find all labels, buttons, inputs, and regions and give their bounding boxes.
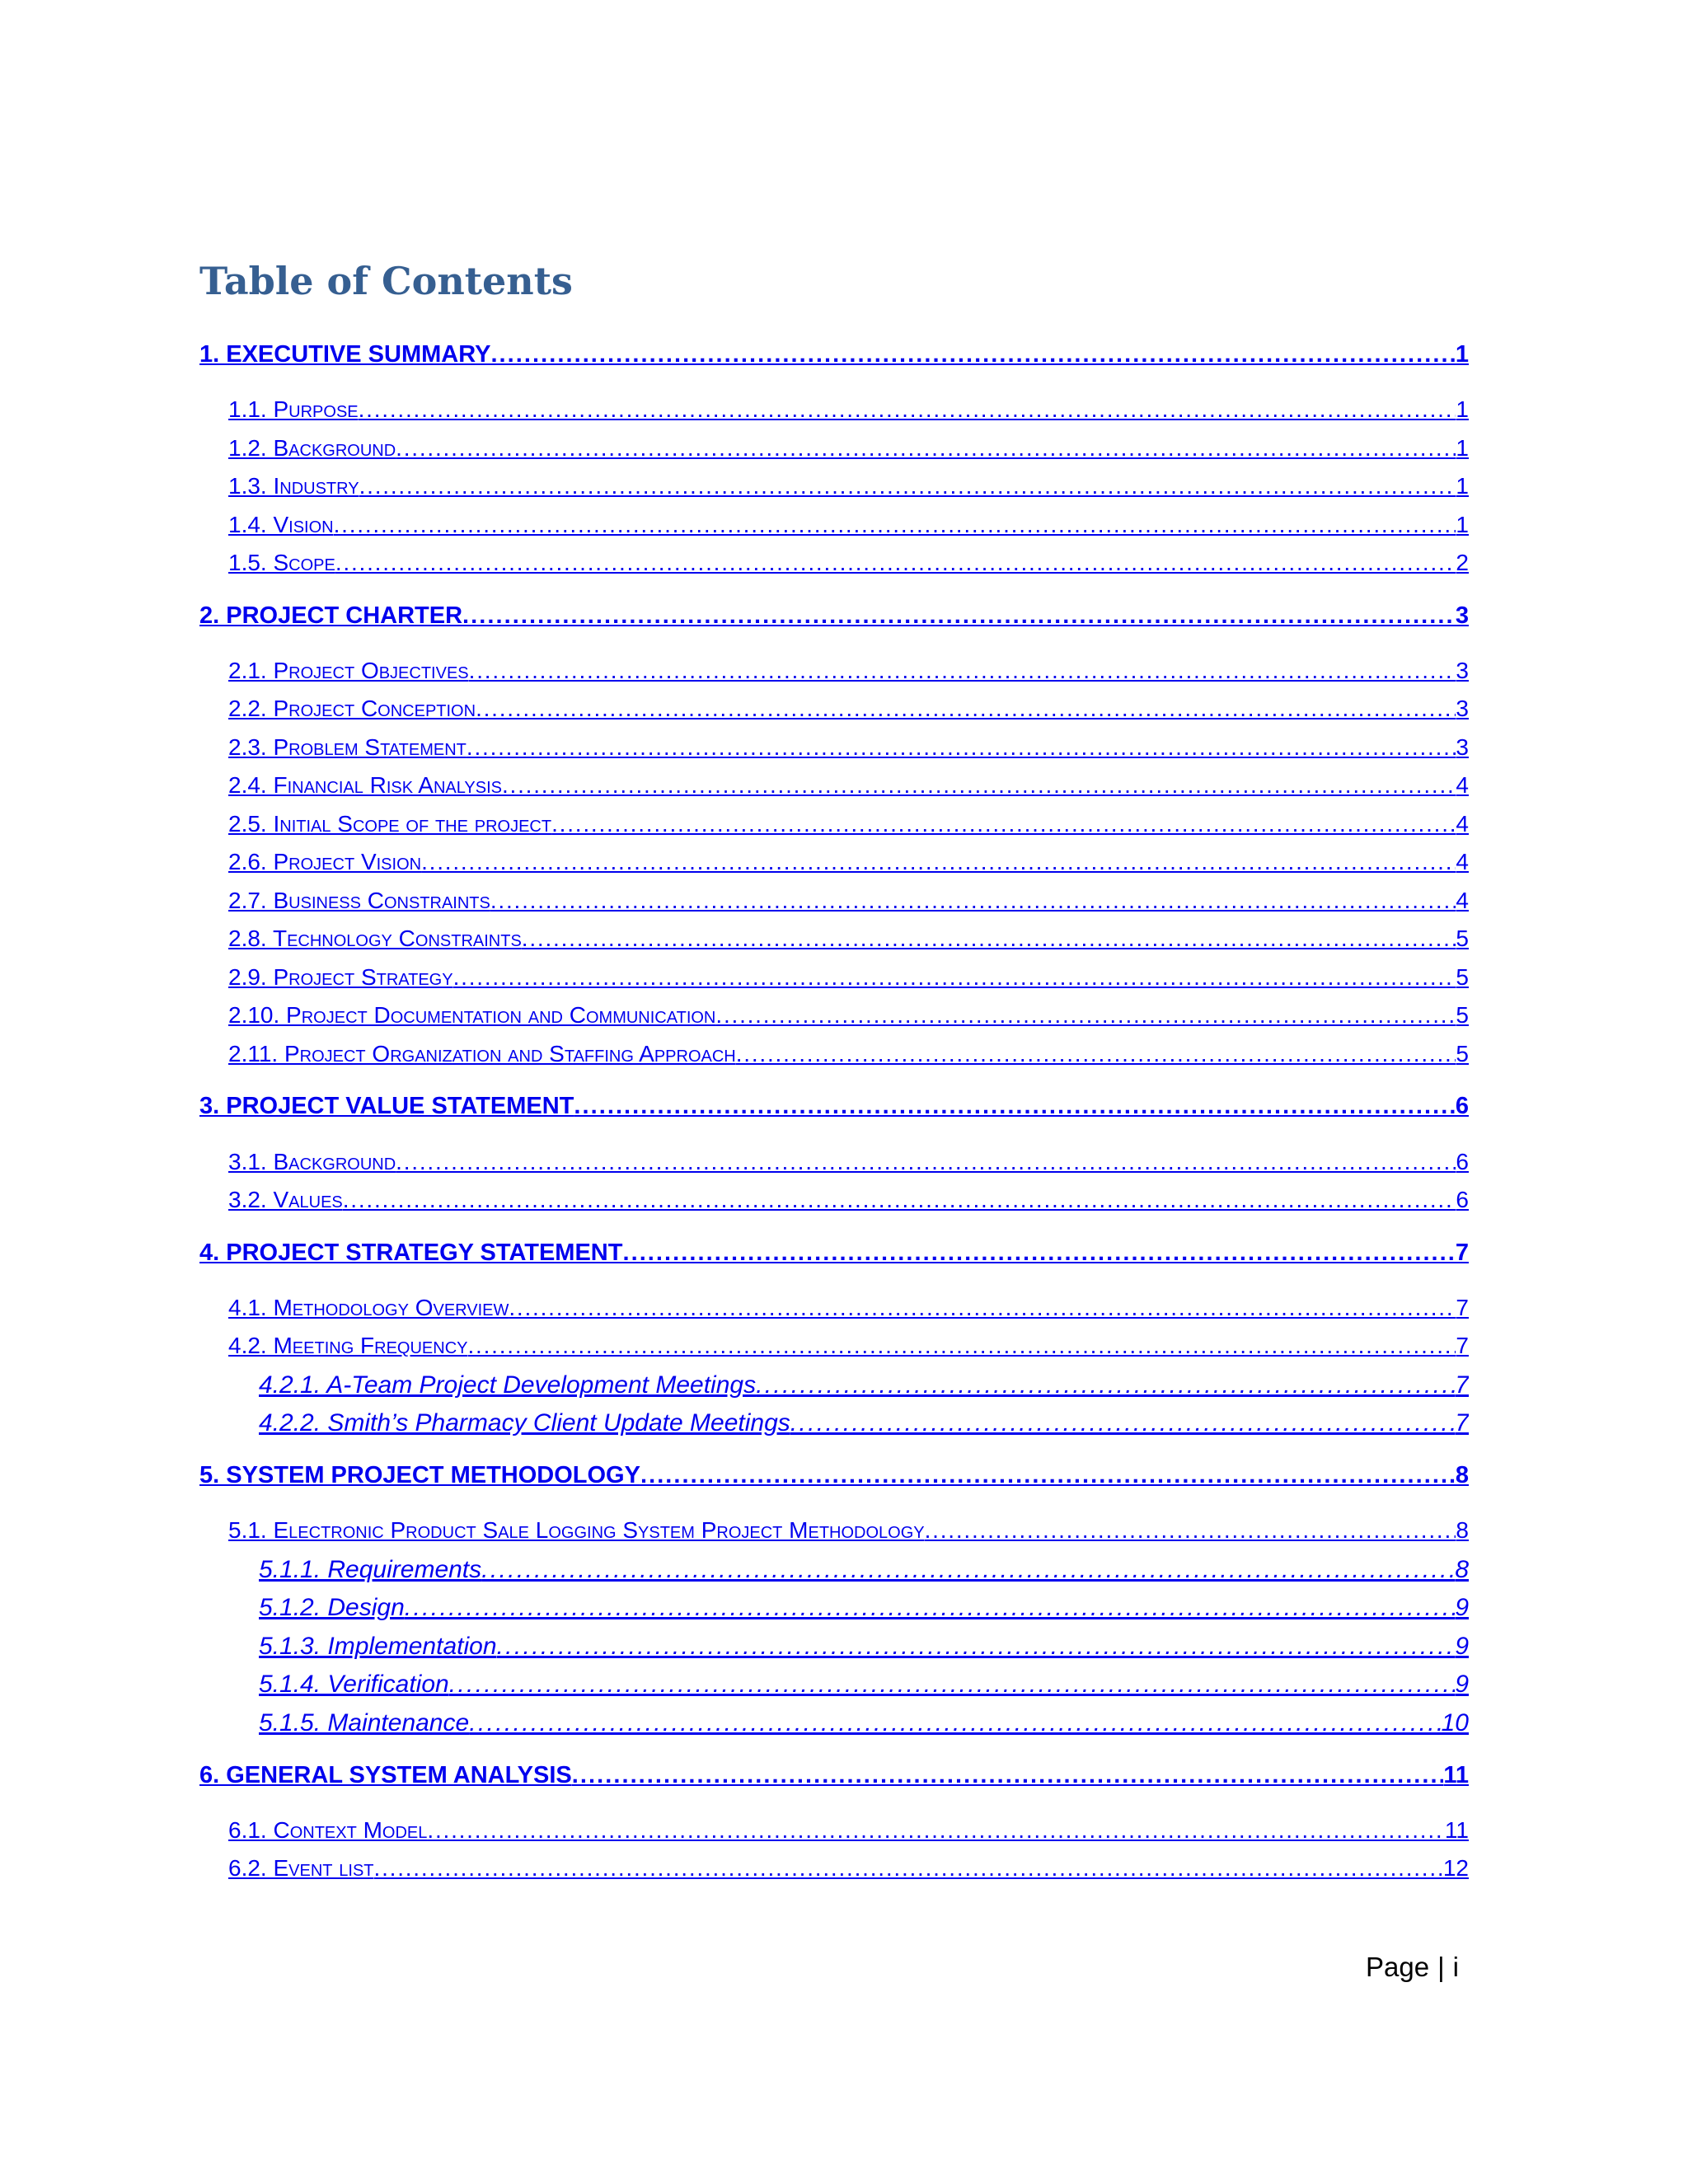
toc-entry-page-number: 3	[1455, 602, 1469, 629]
toc-entry-level-2[interactable]	[228, 511, 1469, 539]
toc-entry-level-2[interactable]	[228, 1186, 1469, 1214]
toc-entry-level-3[interactable]	[259, 1555, 1469, 1585]
toc-dot-leader	[715, 1001, 1456, 1029]
toc-dot-leader	[359, 472, 1456, 500]
toc-entry-page-number: 5	[1456, 1002, 1469, 1028]
toc-entry-level-2[interactable]	[228, 1294, 1469, 1322]
toc-dot-leader	[462, 602, 1456, 630]
toc-entry-level-3[interactable]	[259, 1632, 1469, 1661]
toc-dot-leader	[497, 1632, 1456, 1661]
toc-entry-label: 5.1. Electronic Product Sale Logging System Project Methodology	[228, 1517, 925, 1543]
toc-entry-label: 2.11. Project Organization and Staffing Approach	[228, 1041, 736, 1066]
toc-entry-page-number: 5	[1456, 926, 1469, 951]
toc-entry-label: 5.1.5. Maintenance	[259, 1709, 470, 1736]
toc-entry-page-number: 1	[1456, 512, 1469, 537]
toc-dot-leader	[502, 771, 1456, 799]
toc-entry-label: 1.4. Vision	[228, 512, 334, 537]
toc-entry-page-number: 10	[1441, 1709, 1469, 1736]
toc-entry-level-2[interactable]	[228, 434, 1469, 462]
toc-entry-page-number: 8	[1455, 1556, 1469, 1583]
toc-entry-level-2[interactable]	[228, 1854, 1469, 1882]
toc-entry-label: 4. PROJECT STRATEGY STATEMENT	[199, 1240, 623, 1266]
toc-entry-page-number: 1	[1456, 473, 1469, 499]
toc-entry-label: 2.1. Project Objectives	[228, 658, 469, 683]
toc-entry-page-number: 7	[1455, 1409, 1469, 1436]
toc-entry-page-number: 7	[1455, 1371, 1469, 1399]
toc-entry-label: 1.3. Industry	[228, 473, 359, 499]
toc-entry-label: 4.2.2. Smith’s Pharmacy Client Update Meetings	[259, 1409, 790, 1436]
toc-dot-leader	[572, 1761, 1444, 1790]
toc-entry-page-number: 3	[1456, 658, 1469, 683]
toc-dot-leader	[421, 848, 1456, 876]
toc-entry-level-3[interactable]	[259, 1371, 1469, 1400]
toc-dot-leader	[469, 1708, 1441, 1738]
toc-entry-page-number: 12	[1442, 1855, 1469, 1881]
toc-dot-leader	[469, 657, 1456, 685]
toc-entry-level-2[interactable]	[228, 733, 1469, 762]
toc-dot-leader	[396, 434, 1456, 462]
toc-entry-label: 2.9. Project Strategy	[228, 964, 453, 990]
toc-dot-leader	[343, 1186, 1456, 1214]
toc-entry-page-number: 11	[1444, 1817, 1469, 1843]
toc-dot-leader	[405, 1593, 1456, 1623]
toc-entry-page-number: 1	[1456, 396, 1469, 422]
toc-dot-leader	[396, 1148, 1456, 1176]
toc-entry-page-number: 5	[1456, 964, 1469, 990]
toc-entry-level-2[interactable]	[228, 925, 1469, 953]
toc-dot-leader	[640, 1461, 1456, 1490]
toc-entry-level-1[interactable]	[199, 1761, 1469, 1790]
toc-entry-page-number: 6	[1455, 1093, 1469, 1119]
toc-dot-leader	[790, 1408, 1456, 1438]
toc-entry-page-number: 2	[1456, 550, 1469, 575]
toc-entry-level-1[interactable]	[199, 602, 1469, 630]
toc-entry-label: 2.8. Technology Constraints	[228, 926, 522, 951]
toc-entry-label: 2. PROJECT CHARTER	[199, 602, 463, 629]
toc-dot-leader	[374, 1854, 1443, 1882]
toc-dot-leader	[756, 1371, 1455, 1400]
page-footer	[1366, 1952, 1459, 1983]
toc-entry-level-2[interactable]	[228, 549, 1469, 577]
toc-entry-label: 6. GENERAL SYSTEM ANALYSIS	[199, 1762, 572, 1788]
toc-dot-leader	[453, 963, 1456, 991]
toc-dot-leader	[334, 511, 1456, 539]
toc-title: Table of Contents	[199, 259, 573, 303]
toc-entry-level-3[interactable]	[259, 1593, 1469, 1623]
toc-entry-level-1[interactable]	[199, 1239, 1469, 1268]
toc-dot-leader	[490, 340, 1455, 369]
toc-entry-page-number: 9	[1455, 1594, 1469, 1621]
toc-dot-leader	[622, 1239, 1455, 1268]
toc-dot-leader	[467, 733, 1456, 762]
toc-entry-label: 5. SYSTEM PROJECT METHODOLOGY	[199, 1462, 640, 1488]
toc-entry-label: 2.4. Financial Risk Analysis	[228, 772, 502, 798]
toc-entry-level-2[interactable]	[228, 810, 1469, 838]
toc-entry-page-number: 1	[1456, 435, 1469, 461]
footer-page-word: Page	[1366, 1952, 1430, 1982]
toc-dot-leader	[468, 1332, 1456, 1360]
toc-entry-label: 5.1.4. Verification	[259, 1671, 449, 1698]
toc-entry-label: 1.1. Purpose	[228, 396, 359, 422]
toc-dot-leader	[574, 1092, 1455, 1121]
toc-entry-page-number: 9	[1455, 1633, 1469, 1660]
toc-dot-leader	[359, 396, 1456, 424]
toc-dot-leader	[925, 1516, 1456, 1544]
toc-entry-level-1[interactable]	[199, 1092, 1469, 1121]
toc-entry-page-number: 4	[1456, 811, 1469, 837]
toc-entry-page-number: 5	[1456, 1041, 1469, 1066]
toc-entry-label: 2.2. Project Conception	[228, 696, 476, 721]
toc-entry-page-number: 9	[1455, 1671, 1469, 1698]
toc-entry-level-2[interactable]	[228, 1148, 1469, 1176]
toc-entry-label: 4.1. Methodology Overview	[228, 1295, 509, 1320]
toc-entry-label: 5.1.2. Design	[259, 1594, 405, 1621]
toc-entry-label: 6.1. Context Model	[228, 1817, 428, 1843]
toc-dot-leader	[522, 925, 1456, 953]
toc-entry-level-2[interactable]	[228, 472, 1469, 500]
toc-entry-level-2[interactable]	[228, 657, 1469, 685]
footer-page-number: i	[1452, 1952, 1459, 1982]
toc-entry-page-number: 6	[1456, 1187, 1469, 1212]
toc-dot-leader	[551, 810, 1456, 838]
toc-entry-page-number: 3	[1456, 734, 1469, 760]
toc-dot-leader	[736, 1040, 1456, 1068]
toc-entry-page-number: 7	[1456, 1333, 1469, 1358]
toc-entry-page-number: 4	[1456, 849, 1469, 874]
toc-entry-level-2[interactable]	[228, 1001, 1469, 1029]
toc-entry-level-3[interactable]	[259, 1670, 1469, 1699]
toc-dot-leader	[449, 1670, 1456, 1699]
toc-dot-leader	[509, 1294, 1456, 1322]
toc-entry-label: 4.2. Meeting Frequency	[228, 1333, 468, 1358]
toc-entry-label: 4.2.1. A-Team Project Development Meetings	[259, 1371, 757, 1399]
toc-entry-label: 1. EXECUTIVE SUMMARY	[199, 341, 491, 368]
toc-dot-leader	[427, 1816, 1445, 1844]
toc-entry-page-number: 11	[1443, 1762, 1469, 1788]
toc-entry-level-1[interactable]	[199, 1461, 1469, 1490]
toc-entry-page-number: 1	[1455, 341, 1469, 368]
toc-entry-label: 3. PROJECT VALUE STATEMENT	[199, 1093, 574, 1119]
footer-separator: |	[1437, 1952, 1445, 1982]
toc-entry-label: 2.3. Problem Statement	[228, 734, 467, 760]
toc-entry-page-number: 4	[1456, 772, 1469, 798]
toc-entry-level-3[interactable]	[259, 1708, 1469, 1738]
toc-entry-label: 2.10. Project Documentation and Communication	[228, 1002, 716, 1028]
toc-entry-level-1[interactable]	[199, 340, 1469, 369]
toc-dot-leader	[476, 695, 1456, 723]
toc-entry-level-2[interactable]	[228, 1040, 1469, 1068]
toc-dot-leader	[335, 549, 1456, 577]
toc-entry-page-number: 8	[1455, 1462, 1469, 1488]
toc-entry-label: 2.5. Initial Scope of the project	[228, 811, 552, 837]
toc-entry-label: 3.1. Background	[228, 1149, 396, 1174]
toc-entry-level-2[interactable]	[228, 695, 1469, 723]
toc-entry-level-2[interactable]	[228, 963, 1469, 991]
toc-entry-page-number: 7	[1456, 1295, 1469, 1320]
toc-entry-label: 6.2. Event list	[228, 1855, 374, 1881]
toc-entry-label: 5.1.1. Requirements	[259, 1556, 482, 1583]
toc-entry-level-2[interactable]	[228, 848, 1469, 876]
toc-entry-page-number: 6	[1456, 1149, 1469, 1174]
toc-entry-level-2[interactable]	[228, 1332, 1469, 1360]
toc-entry-label: 1.2. Background	[228, 435, 396, 461]
toc-dot-leader	[481, 1555, 1455, 1585]
toc-entry-level-2[interactable]	[228, 771, 1469, 799]
toc-entry-label: 1.5. Scope	[228, 550, 335, 575]
toc-entry-level-3[interactable]	[259, 1408, 1469, 1438]
toc-entry-level-2[interactable]	[228, 887, 1469, 915]
toc-entry-page-number: 7	[1455, 1240, 1469, 1266]
toc-entry-label: 2.7. Business Constraints	[228, 888, 490, 913]
toc-entry-page-number: 3	[1456, 696, 1469, 721]
toc-entry-label: 3.2. Values	[228, 1187, 343, 1212]
toc-entry-label: 5.1.3. Implementation	[259, 1633, 497, 1660]
toc-entry-label: 2.6. Project Vision	[228, 849, 422, 874]
toc-entry-page-number: 4	[1456, 888, 1469, 913]
toc-entry-level-2[interactable]	[228, 396, 1469, 424]
toc-entry-level-2[interactable]	[228, 1816, 1469, 1844]
toc-entry-page-number: 8	[1456, 1517, 1469, 1543]
toc-entry-level-2[interactable]	[228, 1516, 1469, 1544]
toc-dot-leader	[490, 887, 1456, 915]
